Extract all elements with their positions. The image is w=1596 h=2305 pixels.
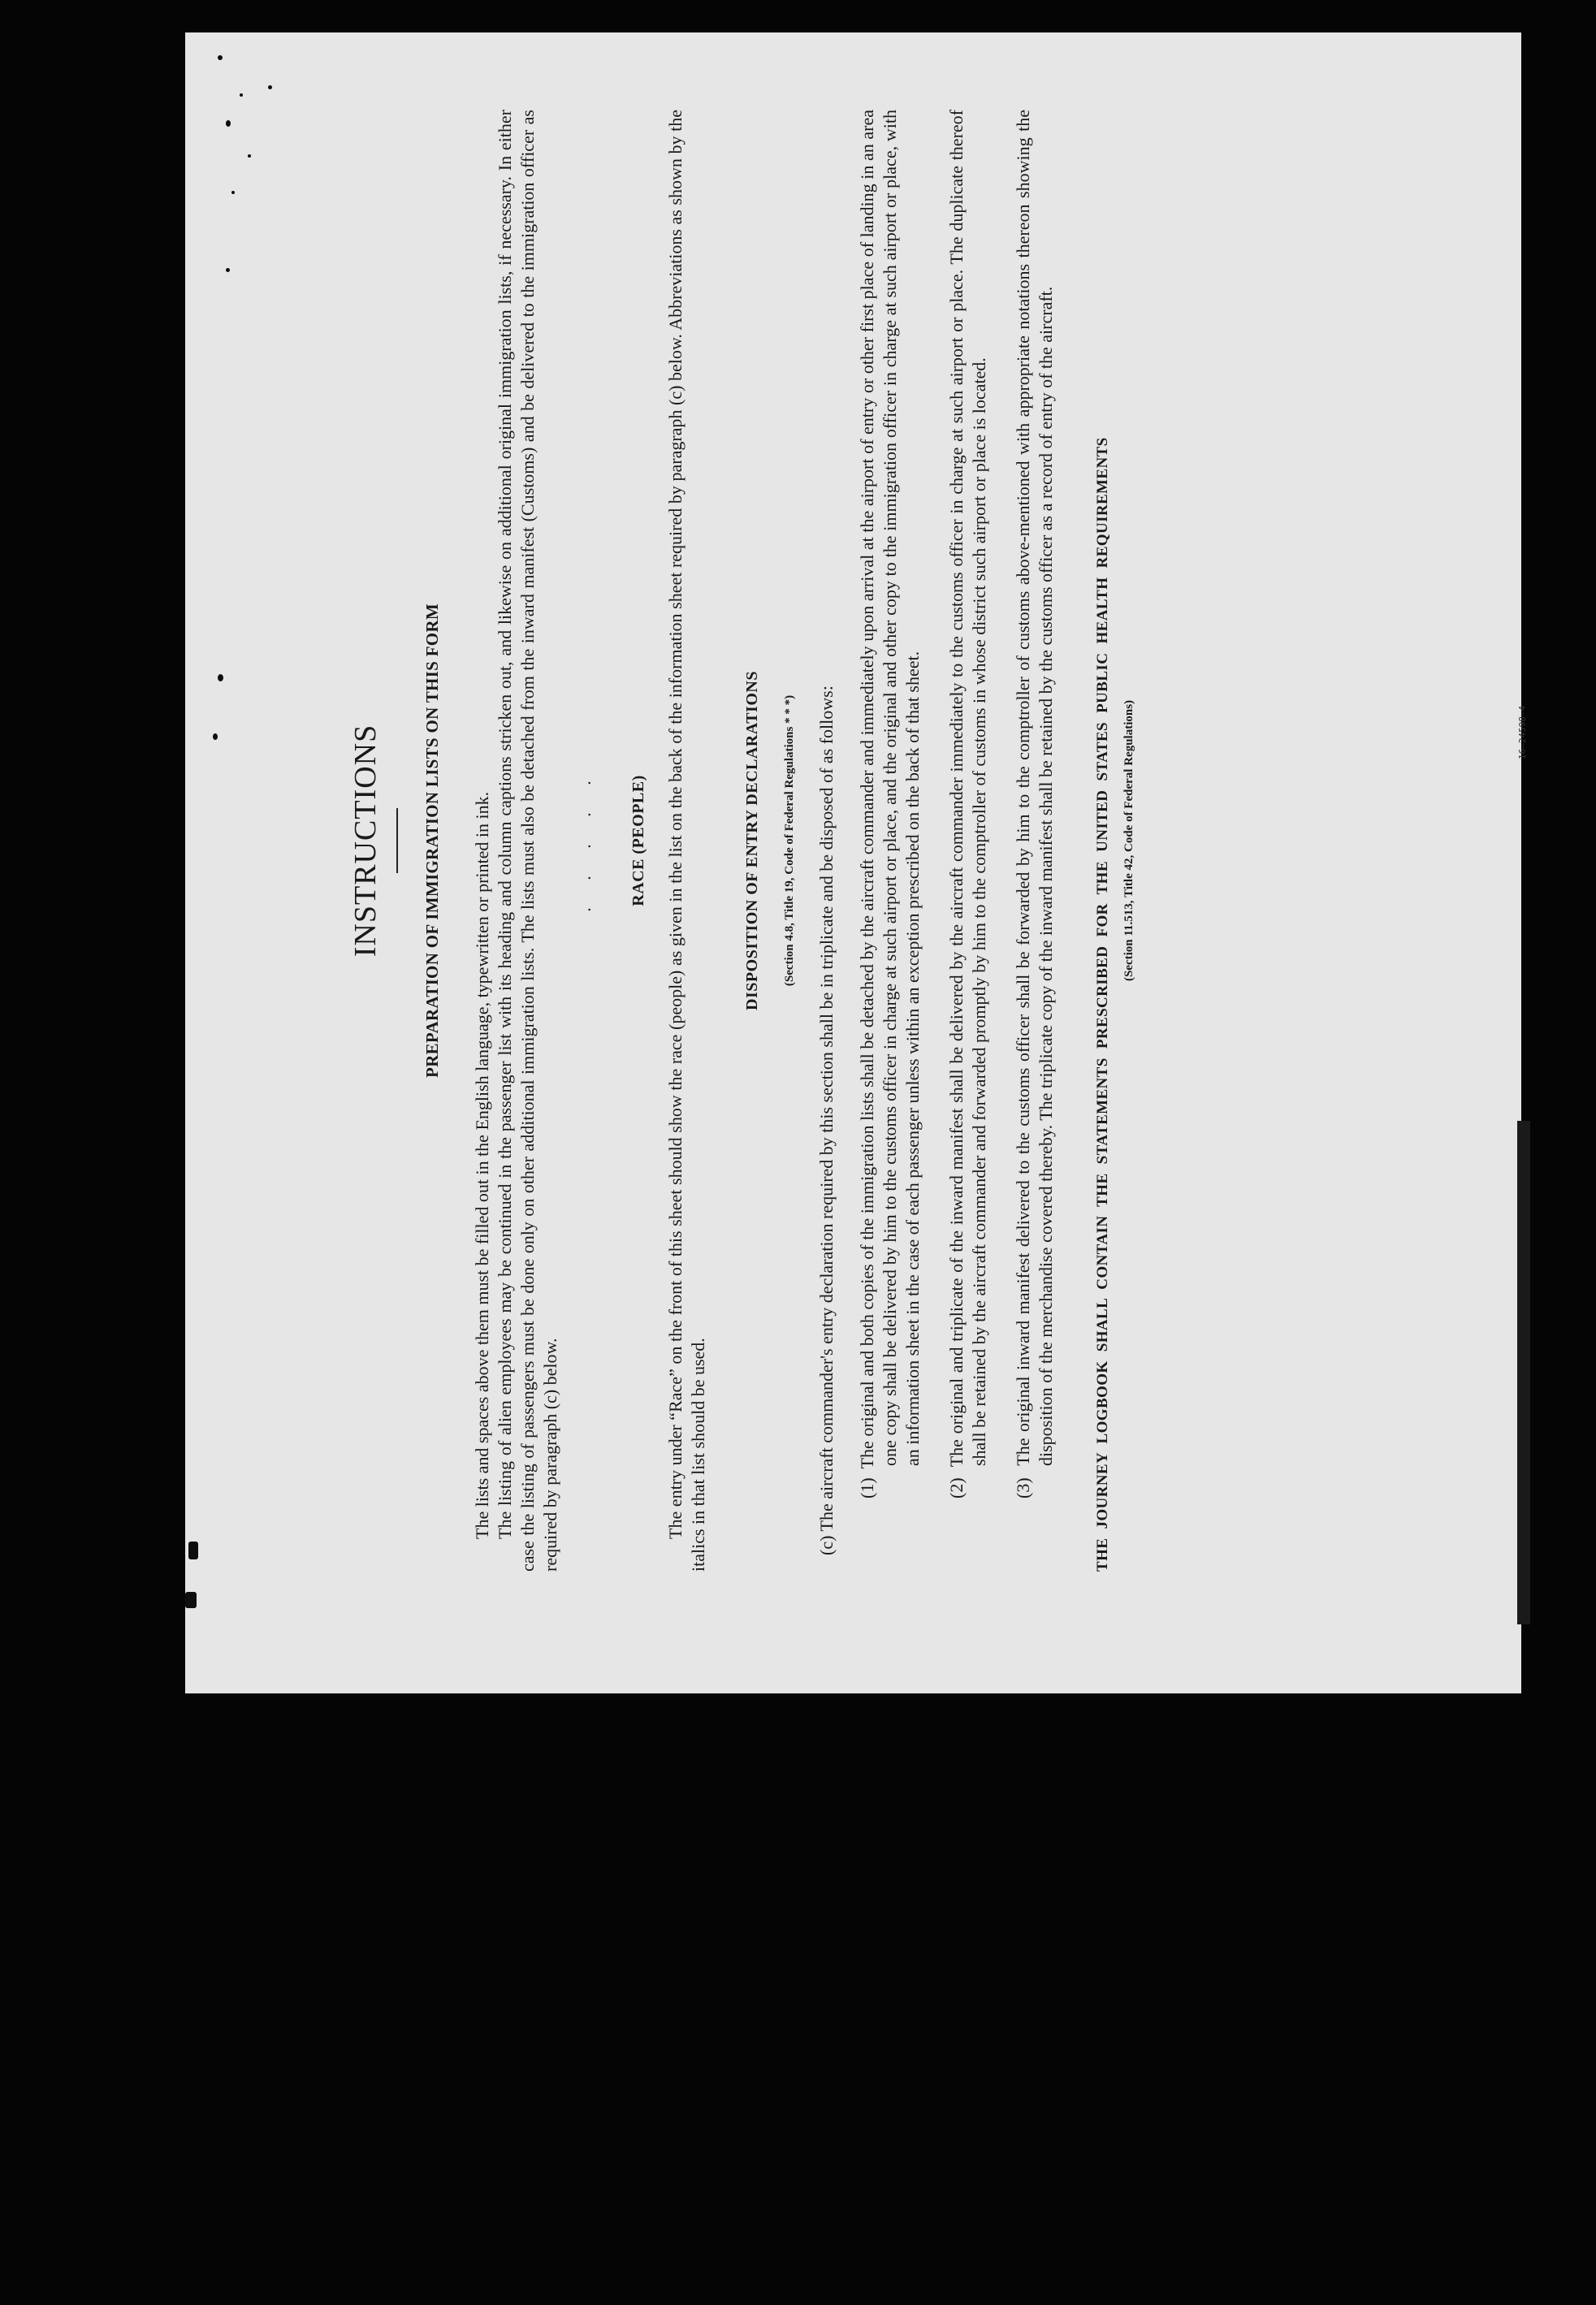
section-heading-preparation: PREPARATION OF IMMIGRATION LISTS ON THIS FORM bbox=[422, 603, 442, 1079]
page-title: INSTRUCTIONS bbox=[348, 724, 383, 958]
scan-speck bbox=[226, 120, 231, 127]
scan-speck bbox=[218, 55, 223, 60]
rotated-page bbox=[185, 32, 1528, 1693]
paragraph-filling: The lists and spaces above them must be filled out in the English language, typewritten or printed in ink. bbox=[472, 791, 492, 1539]
instructions-content bbox=[348, 110, 1140, 1572]
item-text: The original and both copies of the immigration lists shall be detached by the aircraft commander and immediately upon arrival at the airport of entry or other first place of landing in an area one copy shall be delivered by him to the customs officer in charge at such airport or place, and the original and other copy to the immigration officer in charge at such airport or place, with an information sheet in the case of each passenger unless within an exception prescribed on the back of that sheet. bbox=[857, 110, 923, 1469]
item-number: (2) bbox=[946, 1477, 967, 1498]
footer-requirement-title: THE JOURNEY LOGBOOK SHALL CONTAIN THE STATEMENTS PRESCRIBED FOR THE UNITED STATES PUBLIC HEALTH REQUIREMENTS bbox=[1094, 437, 1111, 1572]
paragraph-alien-employees: The listing of alien employees may be continued in the passenger list with its heading and column captions stricken out, and likewise on additional original immigration lists, if necessary. In either case the listing of passengers must be done only on other additional immigration lists. The lists must also be detached from the inward manifest (Customs) and be delivered to the immigration officer as required by paragraph (c) below. bbox=[495, 110, 560, 1572]
document-sheet bbox=[185, 32, 1528, 1693]
form-number: 16—24598-4 bbox=[1517, 705, 1528, 759]
section-heading-race: RACE (PEOPLE) bbox=[629, 775, 647, 906]
item-text: The original and triplicate of the inward manifest shall be delivered by the aircraft commander immediately to the customs officer in charge at such airport or place. The duplicate thereof shall be retained by the aircraft commander and forwarded promptly by him to the comptroller of customs in whose district such airport or place is located. bbox=[946, 110, 989, 1468]
list-item bbox=[856, 110, 924, 1523]
item-text: The original inward manifest delivered to the customs officer shall be forwarded by him to the comptroller of customs above-mentioned with appropriate notations thereon showing the disposition of the merchandise covered thereby. The triplicate copy of the inward manifest shall be retained by the customs officer as a record of entry of the aircraft. bbox=[1013, 109, 1056, 1466]
list-item bbox=[945, 110, 991, 1523]
omission-dots: . . . . . bbox=[574, 769, 595, 912]
footer-citation: (Section 11.513, Title 42, Code of Federal Regulations) bbox=[1122, 699, 1135, 982]
scan-speck bbox=[218, 674, 223, 681]
item-number: (3) bbox=[1013, 1477, 1033, 1498]
scan-speck bbox=[240, 93, 243, 97]
list-item bbox=[1012, 110, 1058, 1523]
scan-speck bbox=[248, 154, 251, 158]
paragraph-race: The entry under “Race” on the front of this sheet should show the race (people) as given in the list on the back of the information sheet required by paragraph (c) below. Abbreviations as shown by the italics in that list should be used. bbox=[665, 110, 708, 1572]
scan-speck bbox=[188, 1542, 198, 1559]
scan-speck bbox=[185, 1592, 197, 1608]
paragraph-c: (c) The aircraft commander's entry declaration required by this section shall be in triplicate and be disposed of as follows: bbox=[816, 685, 837, 1555]
scan-speck bbox=[213, 733, 218, 740]
section-citation: (Section 4.8, Title 19, Code of Federal Regulations * * *) bbox=[783, 694, 796, 987]
scan-speck bbox=[268, 85, 272, 89]
item-number: (1) bbox=[857, 1477, 877, 1498]
scan-speck bbox=[231, 191, 235, 194]
section-heading-disposition: DISPOSITION OF ENTRY DECLARATIONS bbox=[743, 671, 761, 1010]
title-divider bbox=[396, 808, 398, 873]
page-edge-shadow bbox=[1517, 1121, 1530, 1624]
scan-speck bbox=[226, 268, 230, 272]
